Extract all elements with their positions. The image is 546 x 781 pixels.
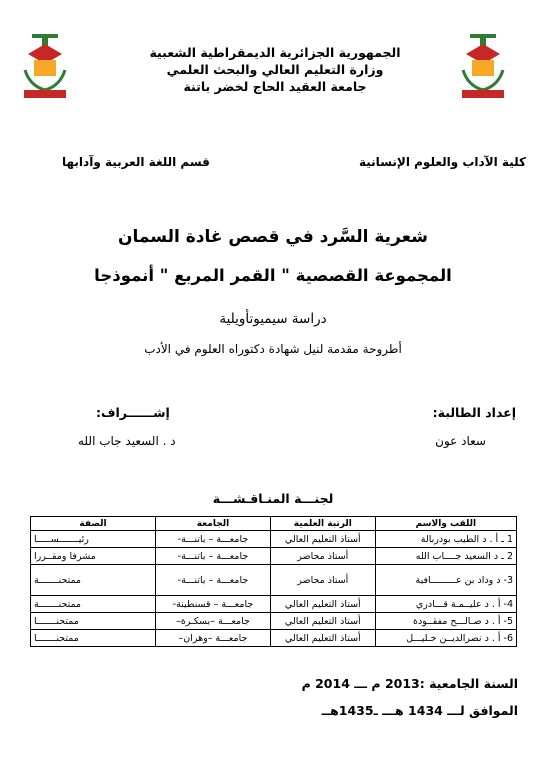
university-logo-right (458, 30, 508, 102)
header-university: الجامعة (156, 517, 271, 531)
republic-name: الجمهورية الجزائرية الديمقراطية الشعبية (149, 45, 401, 60)
table-row (31, 630, 517, 647)
member-role: ممتحنـــــــة (31, 565, 156, 596)
table-row (31, 613, 517, 630)
member-name: 2 ـ د السعيد جــــاب الله (375, 548, 516, 565)
ministry-name: وزارة التعليم العالي والبحث العلمي (166, 62, 384, 77)
department-name: قسم اللغة العربية وآدابها (62, 155, 210, 169)
member-name: 5- أ . د صـالـــح مفقــودة (375, 613, 516, 630)
member-rank: أستاذ التعليم العالي (270, 531, 375, 548)
member-name: 3- د وداد بن عـــــــــافية (375, 565, 516, 596)
committee-table (30, 516, 517, 647)
member-role: ممتحنـــــــا (31, 630, 156, 647)
member-name: 6- أ . د نصرالديــن خـليـــل (375, 630, 516, 647)
member-rank: أستاذ محاضر (270, 548, 375, 565)
faculty-name: كلية الآداب والعلوم الإنسانية (359, 155, 526, 169)
member-university: جامعـــة –بسكـرة– (156, 613, 271, 630)
hijri-year: الموافق لـــ 1434 هـــ ـ1435هــ (321, 703, 518, 718)
ministry-header (140, 44, 410, 95)
academic-year: السنة الجامعية :2013 م ـــ 2014 م (301, 676, 518, 691)
header-rank: الرتبة العلمية (270, 517, 375, 531)
thesis-title: شعرية السَّرد في قصص غادة السمان (118, 227, 428, 247)
table-row (31, 531, 517, 548)
table-row (31, 596, 517, 613)
member-university: جامعـــة – قسنطينة- (156, 596, 271, 613)
member-rank: أستاذ التعليم العالي (270, 596, 375, 613)
member-university: جامعـــة – باتنـــة- (156, 548, 271, 565)
table-header-row (31, 517, 517, 531)
student-name: سعاد عون (435, 434, 486, 448)
member-rank: أستاذ محاضر (270, 565, 375, 596)
study-type: دراسة سيميوتأويلية (219, 311, 327, 327)
table-row (31, 548, 517, 565)
header-name: اللقب والاسم (375, 517, 516, 531)
member-rank: أستاذ التعليم العالي (270, 630, 375, 647)
table-row (31, 565, 517, 596)
member-role: ممتحنـــــــة (31, 596, 156, 613)
member-university: جامعـــة – باتنـــة- (156, 565, 271, 596)
thesis-collection: المجموعة القصصية " القمر المربع " أنموذجا (94, 266, 452, 285)
member-university: جامعـــة – باتنـــة- (156, 531, 271, 548)
member-rank: أستاذ التعليم العالي (270, 613, 375, 630)
student-label: إعداد الطالبة: (432, 405, 516, 420)
member-role: مشرفا ومقــررا (31, 548, 156, 565)
thesis-description: أطروحة مقدمة لنيل شهادة دكتوراه العلوم في الأدب (144, 342, 402, 356)
university-logo-left (20, 30, 70, 102)
member-role: رئيـــــــســـــا (31, 531, 156, 548)
supervisor-name: د . السعيد جاب الله (78, 434, 176, 448)
header-role: الصفة (31, 517, 156, 531)
member-role: ممتحنـــــــا (31, 613, 156, 630)
committee-heading: لجنـــة المنـاقـشـــة (212, 491, 334, 506)
supervisor-label: إشــــــراف: (96, 405, 170, 420)
university-name: جامعة العقيد الحاج لخضر باتنة (183, 79, 367, 94)
member-university: جامعـــة –وهران– (156, 630, 271, 647)
member-name: 1 ـ أ . د الطيب بودربالة (375, 531, 516, 548)
member-name: 4- أ . د عليــمـة قـــادري (375, 596, 516, 613)
